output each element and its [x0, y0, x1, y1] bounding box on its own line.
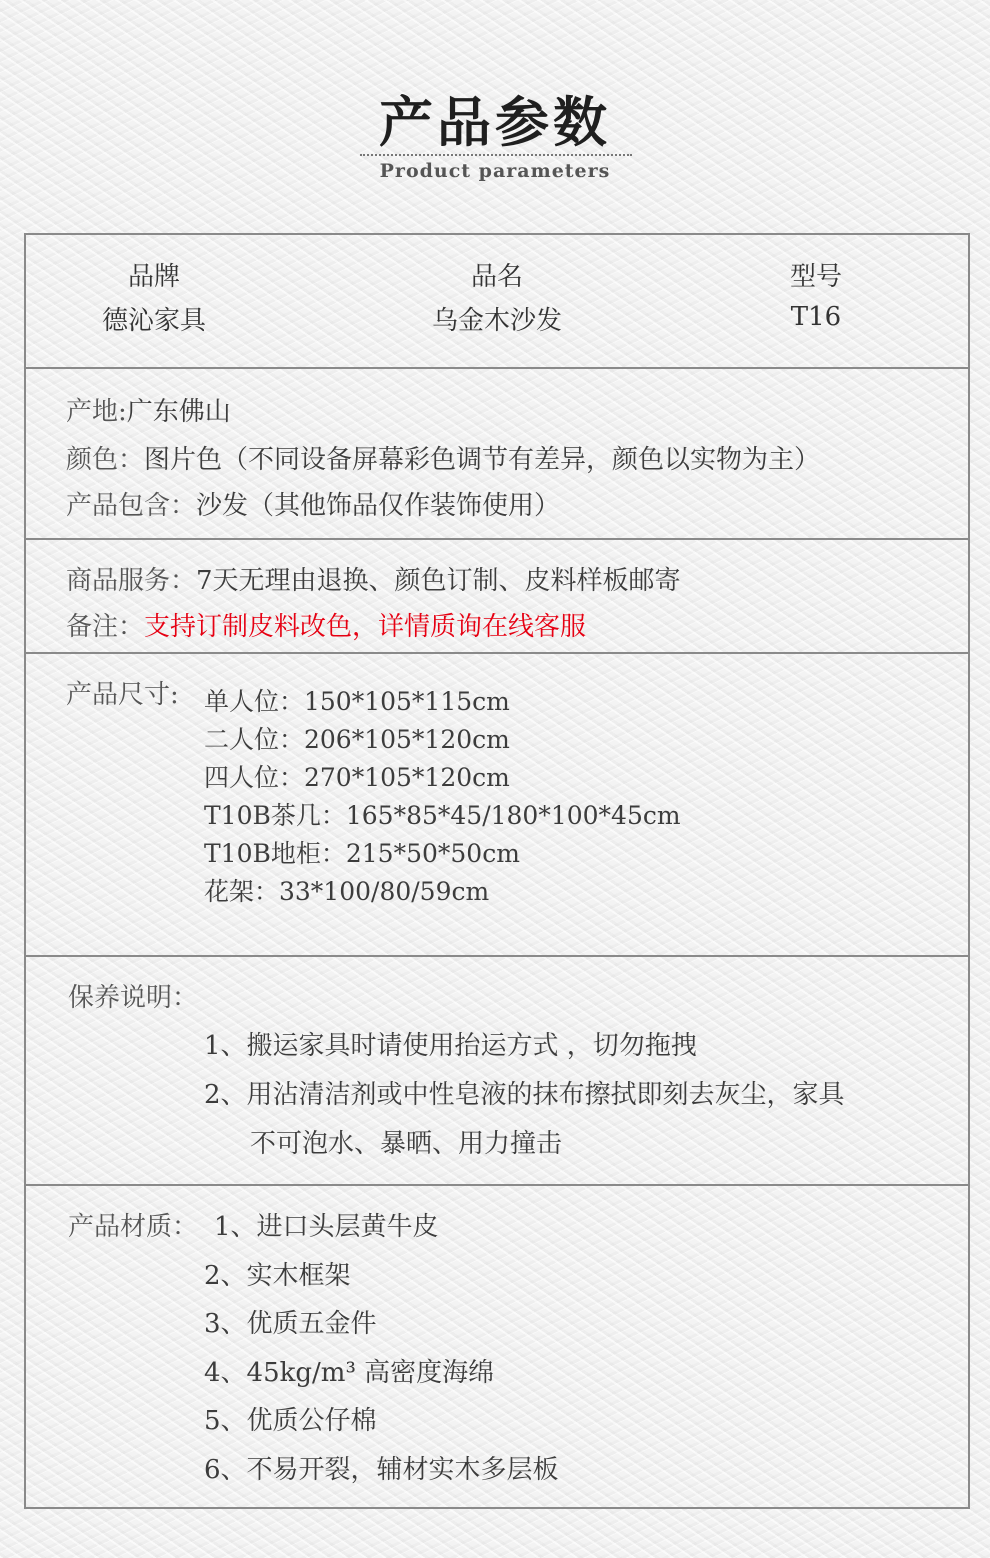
care-row [26, 957, 968, 1186]
product-name-label: 品名 [470, 262, 523, 292]
service-label: 商品服务： [66, 566, 197, 596]
origin-line [66, 391, 231, 428]
size-item: T10B茶几：165*85*45/180*100*45cm [204, 801, 681, 830]
material-item: 4、45kg/m³ 高密度海绵 [204, 1358, 495, 1388]
parameter-table [24, 233, 970, 1509]
page-title: 产品参数 [379, 91, 611, 154]
origin-value: 广东佛山 [126, 397, 231, 427]
material-item: 5、优质公仔棉 [204, 1406, 377, 1436]
model-label: 型号 [789, 262, 842, 292]
note-label: 备注： [66, 612, 145, 642]
model-cell [766, 257, 866, 337]
material-item: 2、实木框架 [204, 1261, 351, 1291]
note-value: 支持订制皮料改色，详情质询在线客服 [144, 612, 587, 642]
color-line [66, 439, 820, 476]
service-line [66, 560, 681, 597]
package-line [66, 485, 560, 522]
material-item: 6、不易开裂，辅材实木多层板 [204, 1455, 559, 1485]
care-item: 1、搬运家具时请使用抬运方式 ，切勿拖拽 [204, 1031, 697, 1061]
title-divider [360, 154, 632, 156]
size-item: 单人位：150*105*115cm [204, 687, 510, 716]
service-value: 7天无理由退换、颜色订制、皮料样板邮寄 [196, 566, 681, 596]
basic-info-row [26, 235, 968, 369]
material-item: 3、优质五金件 [204, 1309, 377, 1339]
color-value: 图片色（不同设备屏幕彩色调节有差异，颜色以实物为主） [144, 445, 821, 475]
package-value: 沙发（其他饰品仅作装饰使用） [196, 491, 561, 521]
product-name-cell [412, 257, 582, 341]
material-row [26, 1186, 968, 1507]
size-item: 花架：33*100/80/59cm [204, 877, 490, 906]
brand-cell [84, 257, 224, 341]
page-subtitle: Product parameters [379, 160, 611, 182]
brand-label: 品牌 [127, 262, 180, 292]
care-label: 保养说明： [68, 983, 199, 1013]
size-item: T10B地柜：215*50*50cm [204, 839, 520, 868]
care-item: 不可泡水、暴晒、用力撞击 [250, 1129, 563, 1159]
brand-value: 德沁家具 [101, 306, 206, 336]
size-item: 四人位：270*105*120cm [204, 763, 510, 792]
care-item: 2、用沾清洁剂或中性皂液的抹布擦拭即刻去灰尘，家具 [204, 1080, 845, 1110]
origin-label: 产地: [66, 397, 127, 427]
service-row [26, 540, 968, 654]
origin-color-row [26, 369, 968, 540]
package-label: 产品包含： [66, 491, 197, 521]
color-label: 颜色： [66, 445, 145, 475]
size-row [26, 654, 968, 957]
model-value: T16 [790, 302, 842, 332]
note-line [66, 606, 586, 643]
size-item: 二人位：206*105*120cm [204, 725, 510, 754]
material-item: 1、进口头层黄牛皮 [214, 1212, 439, 1242]
size-label: 产品尺寸: [66, 680, 179, 710]
product-name-value: 乌金木沙发 [431, 306, 562, 336]
material-label: 产品材质： [68, 1212, 199, 1242]
